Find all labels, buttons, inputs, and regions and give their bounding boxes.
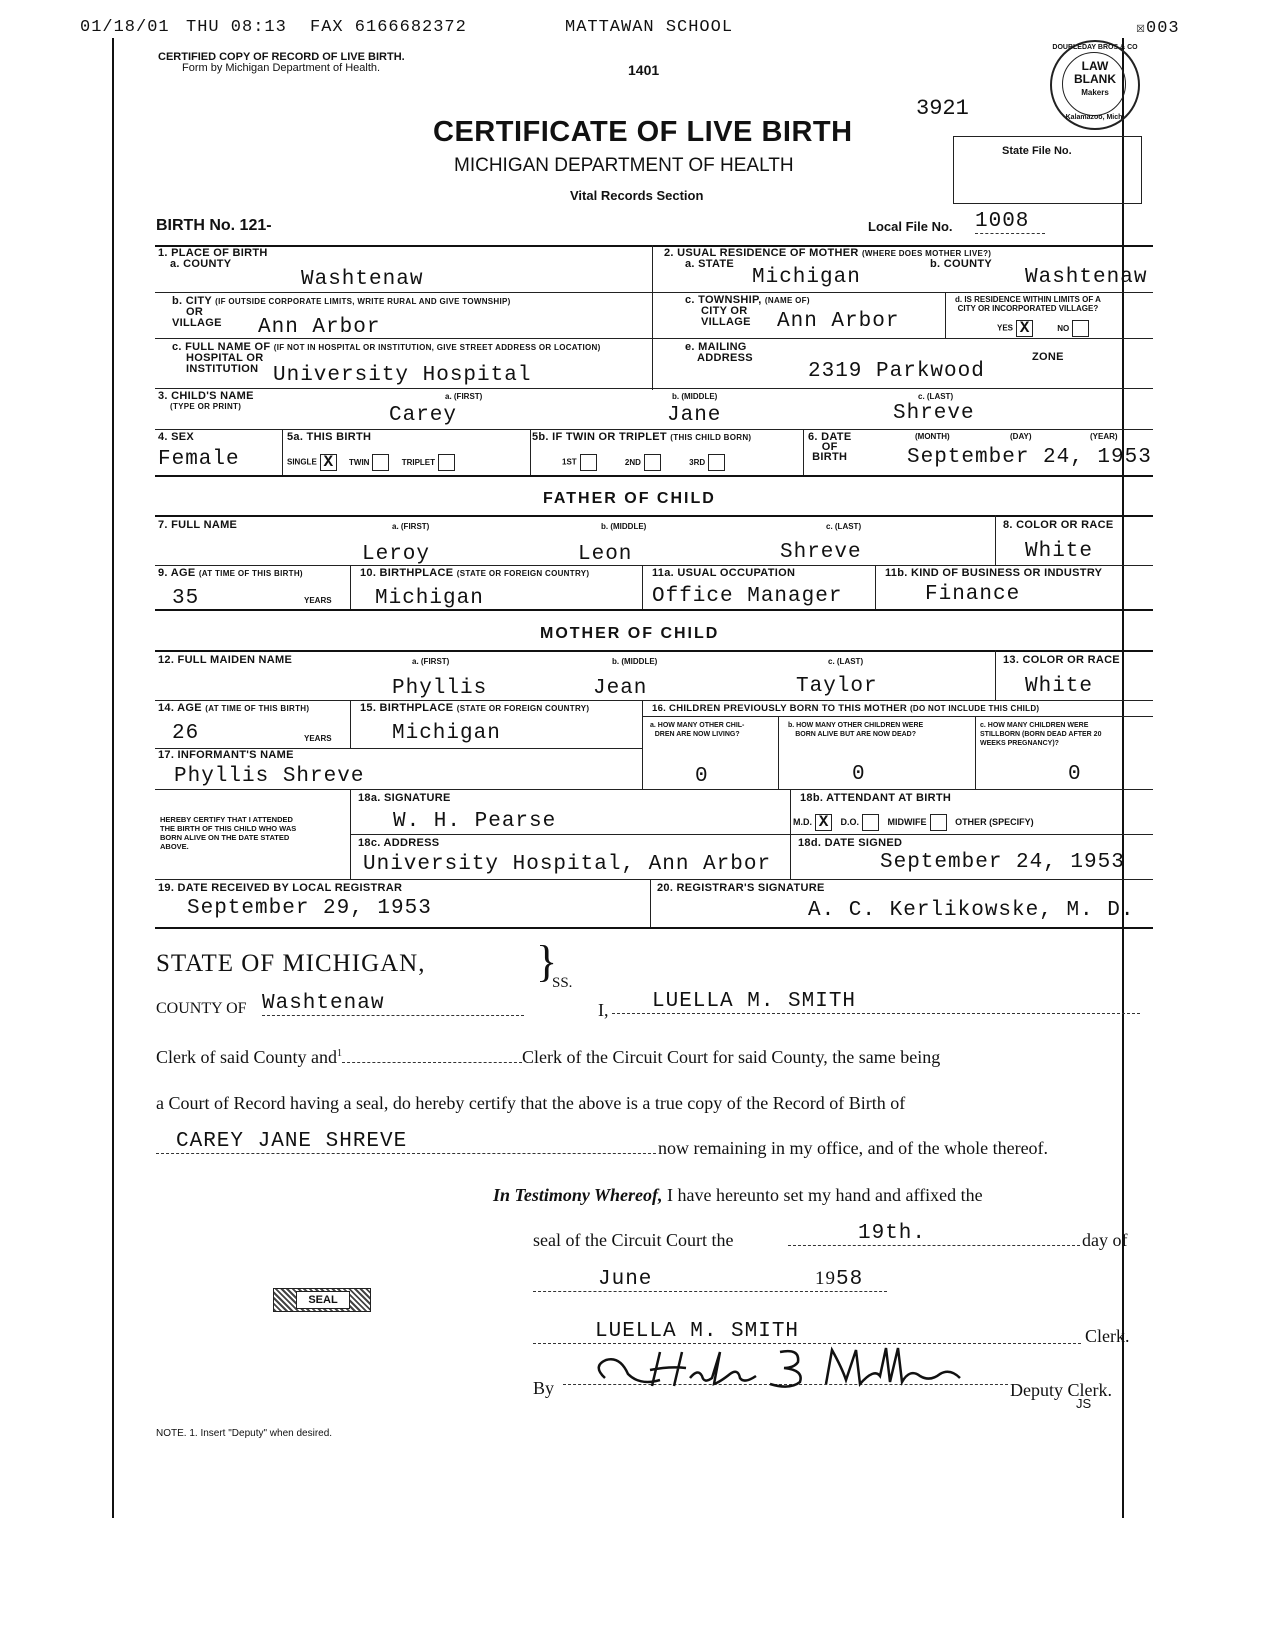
mother-middle-label: b. (MIDDLE) [612, 657, 658, 666]
mother-middle-name: Jean [593, 677, 648, 700]
ss-label: SS. [552, 975, 573, 991]
industry-label: 11b. KIND OF BUSINESS OR INDUSTRY [885, 567, 1103, 579]
birth-number: BIRTH No. 121- [156, 217, 272, 234]
cert-line-2: Clerk of said County and$^1$ Clerk of the Circuit Court for said County, the same being [156, 1047, 941, 1067]
father-first-label: a. (FIRST) [392, 522, 430, 531]
mother-race-label: 13. COLOR OR RACE [1003, 654, 1120, 666]
grid-line [530, 429, 531, 475]
seal-line: seal of the Circuit Court the [533, 1230, 734, 1250]
mother-age: 26 [172, 722, 200, 745]
date-of-birth-label: 6. DATE OF BIRTH [808, 431, 852, 463]
brace: } [536, 937, 558, 986]
father-birthplace-label: 10. BIRTHPLACE (STATE OR FOREIGN COUNTRY) [360, 567, 590, 579]
grid-line [155, 650, 1153, 652]
township-label: c. TOWNSHIP, (NAME OF) CITY OR VILLAGE [685, 294, 810, 328]
left-border [112, 38, 114, 1518]
do-checkbox[interactable] [862, 814, 879, 831]
residence-state: Michigan [752, 266, 861, 289]
informant-label: 17. INFORMANT'S NAME [158, 749, 294, 761]
child-first-label: a. (FIRST) [445, 392, 483, 401]
fax-number: FAX 6166682372 [310, 18, 467, 37]
mother-last-name: Taylor [796, 675, 878, 698]
grid-line [350, 834, 1153, 835]
hospital-label: c. FULL NAME OF (IF NOT IN HOSPITAL OR INSTITUTION, GIVE STREET ADDRESS OR LOCATION) HOSPITAL OR INSTITUTION [172, 341, 601, 375]
grid-line [995, 650, 996, 700]
by-label: By [533, 1378, 555, 1398]
mother-birthplace-label: 15. BIRTHPLACE (STATE OR FOREIGN COUNTRY) [360, 702, 590, 714]
residence-label: 2. USUAL RESIDENCE OF MOTHER (WHERE DOES MOTHER LIVE?) [664, 247, 992, 259]
hospital-name: University Hospital [273, 364, 532, 387]
single-checkbox[interactable]: X [320, 454, 337, 471]
children-dead-label: b. HOW MANY OTHER CHILDREN WERE BORN ALIVE BUT ARE NOW DEAD? [788, 722, 924, 738]
residence-county: Washtenaw [1025, 266, 1148, 289]
deputy-clerk-label: Deputy Clerk. [1010, 1380, 1112, 1400]
grid-line [642, 716, 1153, 717]
place-of-birth-label: 1. PLACE OF BIRTH a. COUNTY [158, 247, 268, 270]
third-order-checkbox[interactable] [708, 454, 725, 471]
testimony-line: In Testimony Whereof, I have hereunto set my hand and affixed the [493, 1185, 983, 1205]
grid-line [155, 429, 1153, 430]
grid-line [155, 475, 1153, 477]
residence-city: Ann Arbor [777, 310, 900, 333]
children-stillborn: 0 [1068, 763, 1082, 786]
children-born-label: 16. CHILDREN PREVIOUSLY BORN TO THIS MOTHER (DO NOT INCLUDE THIS CHILD) [652, 703, 1040, 714]
father-years-label: YEARS [304, 596, 332, 605]
seal-box: SEAL [273, 1288, 371, 1312]
city-limits-no-checkbox[interactable] [1072, 320, 1089, 337]
grid-line [155, 515, 1153, 517]
this-birth-label: 5a. THIS BIRTH [287, 431, 372, 443]
grid-line [155, 700, 1153, 701]
father-middle-label: b. (MIDDLE) [601, 522, 647, 531]
father-name-label: 7. FULL NAME [158, 519, 238, 531]
mother-age-label: 14. AGE (AT TIME OF THIS BIRTH) [158, 702, 310, 714]
cert-line-4: now remaining in my office, and of the whole thereof. [658, 1138, 1049, 1158]
form-number: 1401 [628, 62, 660, 78]
state-file-label: State File No. [1002, 145, 1072, 157]
cert-month: June [533, 1268, 813, 1292]
state-file-box [953, 136, 1142, 204]
birth-city: Ann Arbor [258, 316, 381, 339]
grid-line [975, 716, 976, 789]
grid-line [642, 565, 643, 609]
mailing-address: 2319 Parkwood [808, 360, 985, 383]
grid-line [652, 245, 653, 390]
day-label: (DAY) [1010, 432, 1032, 441]
date-signed-label: 18d. DATE SIGNED [798, 837, 903, 849]
cert-day: 19th. [788, 1222, 1080, 1246]
city-limits-options: YES X NO [997, 320, 1089, 337]
certificate-subtitle: MICHIGAN DEPARTMENT OF HEALTH [454, 155, 794, 176]
second-order-checkbox[interactable] [644, 454, 661, 471]
grid-line [650, 879, 651, 927]
mother-first-name: Phyllis [392, 677, 488, 700]
birth-type-options: SINGLE X TWIN TRIPLET [287, 454, 455, 471]
child-birth-date: September 24, 1953 [907, 446, 1152, 469]
fax-date: 01/18/01 [80, 18, 170, 37]
mother-section-title: MOTHER OF CHILD [540, 625, 720, 642]
registrar-signature: A. C. Kerlikowske, M. D. [808, 899, 1135, 922]
grid-line [155, 927, 1153, 929]
father-age-label: 9. AGE (AT TIME OF THIS BIRTH) [158, 567, 303, 579]
handwritten-number: 3921 [916, 96, 969, 121]
year-label: (YEAR) [1090, 432, 1118, 441]
grid-line [155, 789, 1153, 790]
father-last-label: c. (LAST) [826, 522, 862, 531]
vital-records-section: Vital Records Section [570, 188, 704, 203]
mailing-label: e. MAILING ADDRESS [685, 341, 753, 364]
zone-label: ZONE [1032, 351, 1064, 363]
father-last-name: Shreve [780, 541, 862, 564]
registrar-signature-label: 20. REGISTRAR'S SIGNATURE [657, 882, 825, 894]
date-received-label: 19. DATE RECEIVED BY LOCAL REGISTRAR [158, 882, 403, 894]
cert-line-3: a Court of Record having a seal, do hereby certify that the above is a true copy of the Record of Birth of [156, 1093, 906, 1113]
attendant-signature: W. H. Pearse [393, 810, 557, 833]
fax-page-icon: ☒ [1136, 20, 1147, 37]
fax-page: ☒003 [1136, 19, 1180, 38]
clerk-signature: LUELLA M. SMITH [533, 1320, 1081, 1344]
clerk-label: Clerk. [1085, 1326, 1130, 1346]
mother-race: White [1025, 675, 1094, 698]
midwife-checkbox[interactable] [930, 814, 947, 831]
first-order-checkbox[interactable] [580, 454, 597, 471]
grid-line [155, 609, 1153, 611]
grid-line [350, 565, 351, 609]
father-age: 35 [172, 587, 200, 610]
triplet-checkbox[interactable] [438, 454, 455, 471]
attendant-certify-text: HEREBY CERTIFY THAT I ATTENDED THE BIRTH OF THIS CHILD WHO WAS BORN ALIVE ON THE DATE STATED ABOVE. [160, 815, 297, 851]
grid-line [945, 292, 946, 338]
i-label: I, [598, 1000, 609, 1020]
clerk-name: LUELLA M. SMITH [612, 990, 1140, 1014]
father-birthplace: Michigan [375, 587, 484, 610]
grid-line [155, 292, 1153, 293]
grid-line [803, 429, 804, 475]
grid-line [875, 565, 876, 609]
form-note: CERTIFIED COPY OF RECORD OF LIVE BIRTH. Form by Michigan Department of Health. [158, 51, 405, 74]
children-stillborn-label: c. HOW MANY CHILDREN WERE STILLBORN (BORN DEAD AFTER 20 WEEKS PREGNANCY)? [980, 722, 1102, 747]
signature-label: 18a. SIGNATURE [358, 792, 451, 804]
grid-line [642, 700, 643, 789]
state-heading: STATE OF MICHIGAN, [156, 950, 426, 977]
attendant-options: M.D. X D.O. MIDWIFE OTHER (SPECIFY) [793, 813, 1034, 831]
informant-name: Phyllis Shreve [174, 765, 365, 788]
sex-label: 4. SEX [158, 431, 195, 443]
certified-name: CAREY JANE SHREVE [156, 1130, 656, 1154]
father-occupation: Office Manager [652, 585, 843, 608]
initials: JS [1076, 1396, 1092, 1411]
city-limits-yes-checkbox[interactable]: X [1016, 320, 1033, 337]
grid-line [350, 700, 351, 748]
children-dead: 0 [852, 763, 866, 786]
grid-line [155, 879, 1153, 880]
attendant-at-birth-label: 18b. ATTENDANT AT BIRTH [800, 792, 952, 804]
address-label: 18c. ADDRESS [358, 837, 440, 849]
mother-first-label: a. (FIRST) [412, 657, 450, 666]
twin-triplet-label: 5b. IF TWIN OR TRIPLET (THIS CHILD BORN) [532, 431, 752, 443]
children-living-label: a. HOW MANY OTHER CHIL- DREN ARE NOW LIVING? [650, 722, 745, 738]
residence-state-label: a. STATE [685, 258, 735, 270]
mother-last-label: c. (LAST) [828, 657, 864, 666]
father-section-title: FATHER OF CHILD [543, 490, 716, 507]
birth-order-options: 1ST 2ND 3RD [562, 454, 725, 471]
footer-note: NOTE. 1. Insert "Deputy" when desired. [156, 1428, 333, 1439]
cert-county: Washtenaw [262, 992, 524, 1016]
certificate-title: CERTIFICATE OF LIVE BIRTH [433, 116, 853, 148]
law-blank-stamp: DOUBLEDAY BROS & CO LAW BLANK Makers Kalamazoo, Mich. [1050, 40, 1140, 130]
child-first-name: Carey [389, 404, 458, 427]
month-label: (MONTH) [915, 432, 950, 441]
local-file-label: Local File No. [868, 219, 953, 234]
child-last-name: Shreve [893, 402, 975, 425]
father-race: White [1025, 540, 1094, 563]
grid-line [995, 515, 996, 565]
grid-line [155, 388, 1153, 389]
grid-line [282, 429, 283, 475]
attendant-address: University Hospital, Ann Arbor [363, 853, 772, 876]
date-received: September 29, 1953 [187, 897, 432, 920]
birth-county: Washtenaw [301, 268, 424, 291]
children-living: 0 [695, 765, 709, 788]
child-name-label: 3. CHILD'S NAME (TYPE OR PRINT) [158, 390, 254, 411]
child-middle-label: b. (MIDDLE) [672, 392, 718, 401]
grid-line [778, 716, 779, 789]
city-label: b. CITY (IF OUTSIDE CORPORATE LIMITS, WRITE RURAL AND GIVE TOWNSHIP) OR VILLAGE [172, 295, 511, 329]
cert-year: 1958 [815, 1268, 887, 1292]
grid-line [155, 565, 1153, 566]
mother-birthplace: Michigan [392, 722, 501, 745]
local-file-value: 1008 [975, 210, 1045, 234]
residence-county-label: b. COUNTY [930, 258, 992, 270]
grid-line [155, 245, 1153, 247]
child-last-label: c. (LAST) [918, 392, 954, 401]
fax-sender: MATTAWAN SCHOOL [565, 18, 734, 37]
mother-name-label: 12. FULL MAIDEN NAME [158, 654, 293, 666]
county-of-label: COUNTY OF [156, 1000, 247, 1017]
occupation-label: 11a. USUAL OCCUPATION [652, 567, 796, 579]
day-of-label: day of [1082, 1230, 1128, 1250]
right-border [1122, 38, 1124, 1518]
child-middle-name: Jane [667, 404, 722, 427]
deputy-signature [590, 1338, 1000, 1398]
fax-time: THU 08:13 [186, 18, 287, 37]
father-industry: Finance [925, 583, 1021, 606]
twin-checkbox[interactable] [372, 454, 389, 471]
city-limits-label: d. IS RESIDENCE WITHIN LIMITS OF A CITY OR INCORPORATED VILLAGE? [955, 295, 1101, 313]
mother-years-label: YEARS [304, 734, 332, 743]
father-first-name: Leroy [362, 543, 431, 566]
father-middle-name: Leon [578, 543, 633, 566]
md-checkbox[interactable]: X [815, 814, 832, 831]
date-signed: September 24, 1953 [880, 851, 1125, 874]
father-race-label: 8. COLOR OR RACE [1003, 519, 1114, 531]
child-sex: Female [158, 448, 240, 471]
